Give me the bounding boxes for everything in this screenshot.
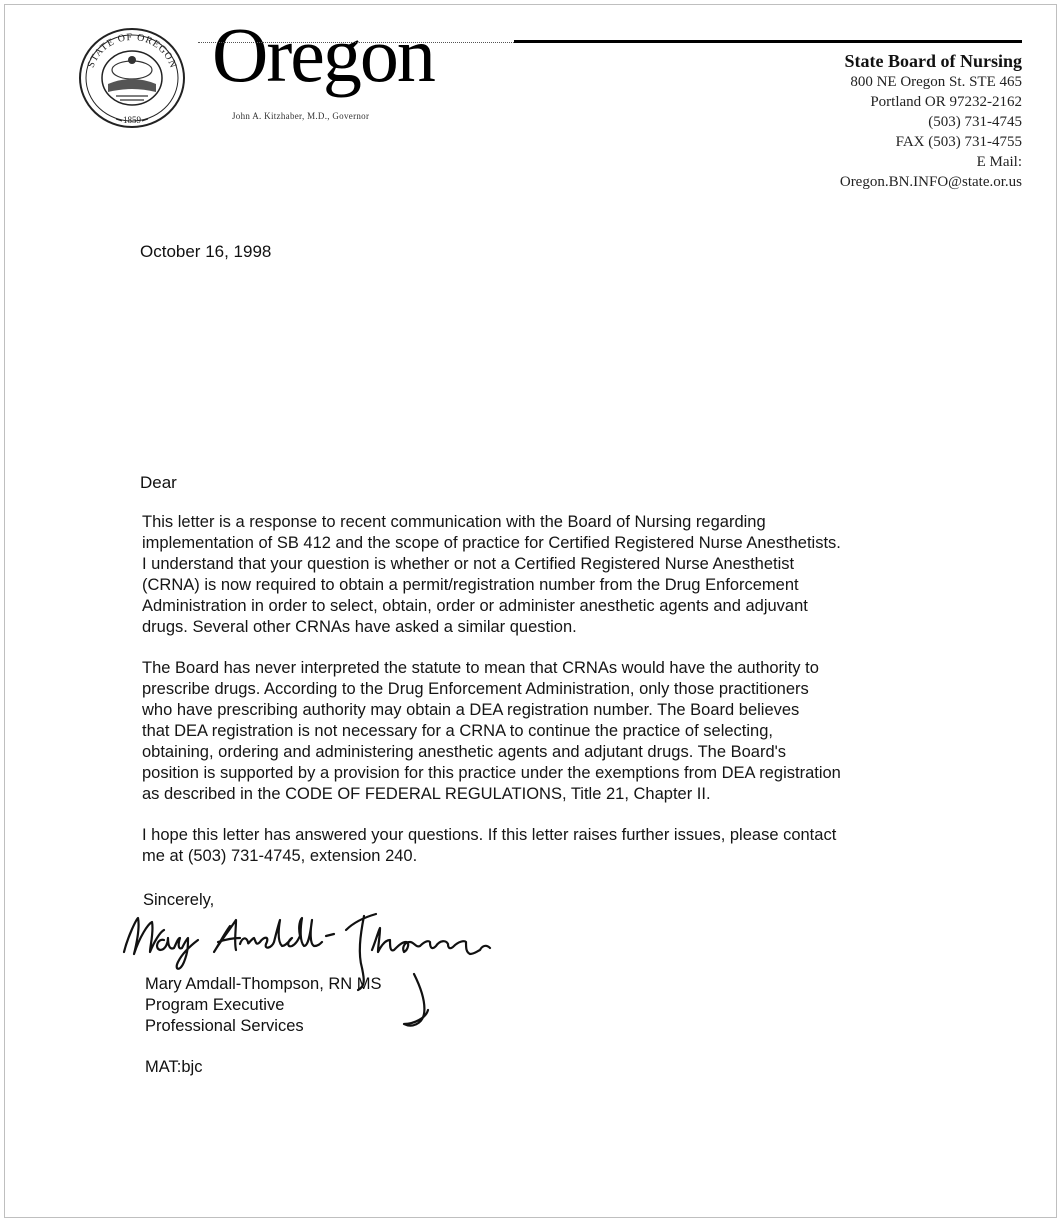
svg-text:STATE OF OREGON: STATE OF OREGON [85, 31, 179, 71]
address-fax: FAX (503) 731-4755 [895, 134, 1022, 150]
letterhead-rule [514, 40, 1022, 43]
paragraph-line: (CRNA) is now required to obtain a permit/registration number from the Drug Enforcement [142, 576, 799, 594]
paragraph-line: I hope this letter has answered your questions. If this letter raises further issues, please contact [142, 826, 837, 844]
address-street: 800 NE Oregon St. STE 465 [850, 74, 1022, 90]
paragraph-line: as described in the CODE OF FEDERAL REGULATIONS, Title 21, Chapter II. [142, 785, 711, 803]
paragraph-line: position is supported by a provision for this practice under the exemptions from DEA registration [142, 764, 841, 782]
paragraph-line: obtaining, ordering and administering anesthetic agents and adjutant drugs. The Board's [142, 743, 787, 761]
letterhead-rule-dotted [198, 42, 514, 43]
paragraph-line: implementation of SB 412 and the scope of practice for Certified Registered Nurse Anesthetists. [142, 534, 841, 552]
signature-block [145, 974, 382, 1037]
paragraph-line: Administration in order to select, obtain, order or administer anesthetic agents and adjuvant [142, 597, 808, 615]
paragraph-line: prescribe drugs. According to the Drug Enforcement Administration, only those practitioners [142, 680, 809, 698]
organization-name: State Board of Nursing [844, 51, 1022, 71]
svg-text:1859: 1859 [123, 115, 141, 125]
paragraph-line: This letter is a response to recent communication with the Board of Nursing regarding [142, 513, 766, 531]
paragraph-1 [142, 512, 982, 638]
paragraph-line: that DEA registration is not necessary for a CRNA to continue the practice of selecting, [142, 722, 773, 740]
state-seal-icon [76, 26, 188, 130]
paragraph-line: I understand that your question is whether or not a Certified Registered Nurse Anesthetist [142, 555, 795, 573]
signer-title: Program Executive [145, 996, 285, 1014]
paragraph-2 [142, 658, 982, 805]
reference-initials: MAT:bjc [145, 1058, 203, 1076]
signer-name: Mary Amdall-Thompson, RN MS [145, 975, 382, 993]
paragraph-3 [142, 825, 982, 867]
paragraph-line: me at (503) 731-4745, extension 240. [142, 847, 418, 865]
salutation: Dear [140, 473, 177, 492]
paragraph-line: who have prescribing authority may obtain a DEA registration number. The Board believes [142, 701, 800, 719]
address-phone: (503) 731-4745 [928, 114, 1022, 130]
oregon-logo-wordmark: Oregon [212, 11, 434, 98]
paragraph-line: drugs. Several other CRNAs have asked a similar question. [142, 618, 577, 636]
paragraph-line: The Board has never interpreted the statute to mean that CRNAs would have the authority to [142, 659, 819, 677]
letterhead-address [840, 50, 1022, 192]
signer-department: Professional Services [145, 1017, 304, 1035]
letter-date: October 16, 1998 [140, 242, 272, 261]
address-email-label: E Mail: [976, 154, 1022, 170]
governor-name: John A. Kitzhaber, M.D., Governor [232, 111, 370, 121]
address-city: Portland OR 97232-2162 [870, 94, 1022, 110]
address-email: Oregon.BN.INFO@state.or.us [839, 174, 1022, 190]
closing: Sincerely, [143, 891, 215, 909]
